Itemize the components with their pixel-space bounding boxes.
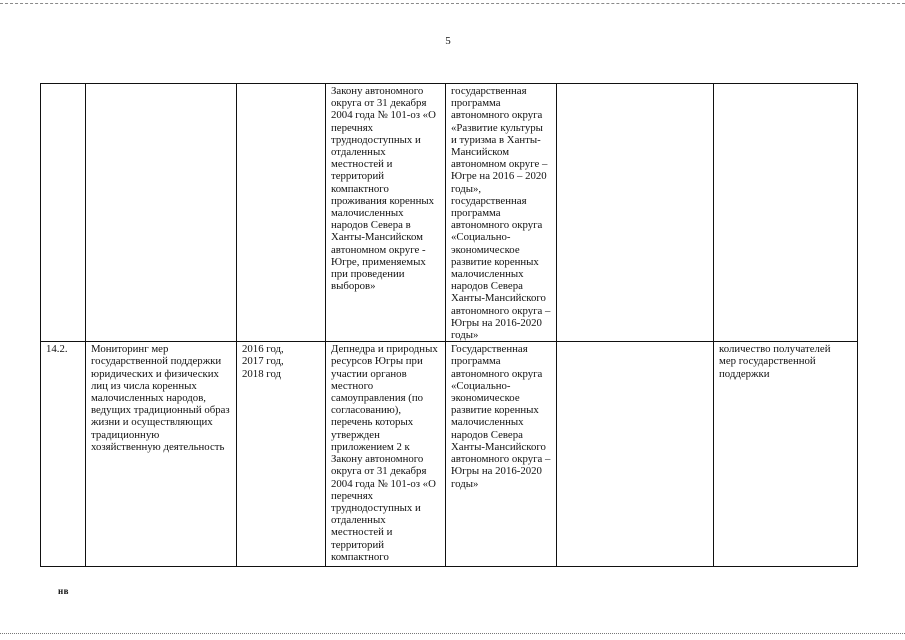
scan-edge-bottom	[0, 633, 905, 634]
cell-blank	[557, 84, 714, 342]
cell-number	[41, 84, 86, 342]
table-row	[41, 342, 858, 567]
cell-indicator	[714, 342, 858, 567]
cell-text: Государственная программа автономного округа «Социально- экономическое развитие коренных малочисленных народов Севера Ханты-Мансийского автономного округа – Югры на 2016-2020 годы»	[451, 343, 551, 490]
cell-text: Закону автономного округа от 31 декабря 2004 года № 101-оз «О перечнях труднодоступных и отдаленных местностей и территорий компактного проживания коренных малочисленных народов Севера в Ханты-Мансийском автономном округе - Югре, применяемых при проведении выборов»	[331, 85, 436, 293]
scan-edge-top	[0, 3, 905, 4]
cell-text: количество получателей мер государственной поддержки	[719, 343, 831, 380]
cell-measure	[86, 342, 237, 567]
footer-mark: нв	[58, 586, 70, 596]
cell-text: 2016 год, 2017 год, 2018 год	[242, 343, 284, 380]
cell-period	[237, 342, 326, 567]
cell-period	[237, 84, 326, 342]
cell-number	[41, 342, 86, 567]
cell-text: Депнедра и природных ресурсов Югры при участии органов местного самоуправления (по согласованию), перечень которых утвержден приложением 2 к Закону автономного округа от 31 декабря 2004 года № 101-оз «О перечнях труднодоступных и отдаленных местностей и территорий компактного	[331, 343, 438, 563]
cell-text: Мониторинг мер государственной поддержки юридических и физических лиц из числа коренных малочисленных народов, ведущих традиционный образ жизни и осуществляющих традиционную хозяйственную деятельность	[91, 343, 230, 453]
cell-program	[446, 342, 557, 567]
cell-text: 14.2.	[46, 343, 68, 356]
cell-blank	[557, 342, 714, 567]
page-number: 5	[445, 35, 451, 47]
cell-text: государственная программа автономного округа «Развитие культуры и туризма в Ханты- Мансийском автономном округе – Югре на 2016 – 2020 годы», государственная программа автономного округа «Социально- экономическое развитие коренных малочисленных народов Севера Ханты-Мансийского автономного округа – Югры на 2016-2020 годы»	[451, 85, 551, 342]
table-row	[41, 84, 858, 342]
cell-program	[446, 84, 557, 342]
cell-executor	[326, 84, 446, 342]
measures-table	[40, 83, 858, 567]
cell-measure	[86, 84, 237, 342]
cell-indicator	[714, 84, 858, 342]
cell-executor	[326, 342, 446, 567]
